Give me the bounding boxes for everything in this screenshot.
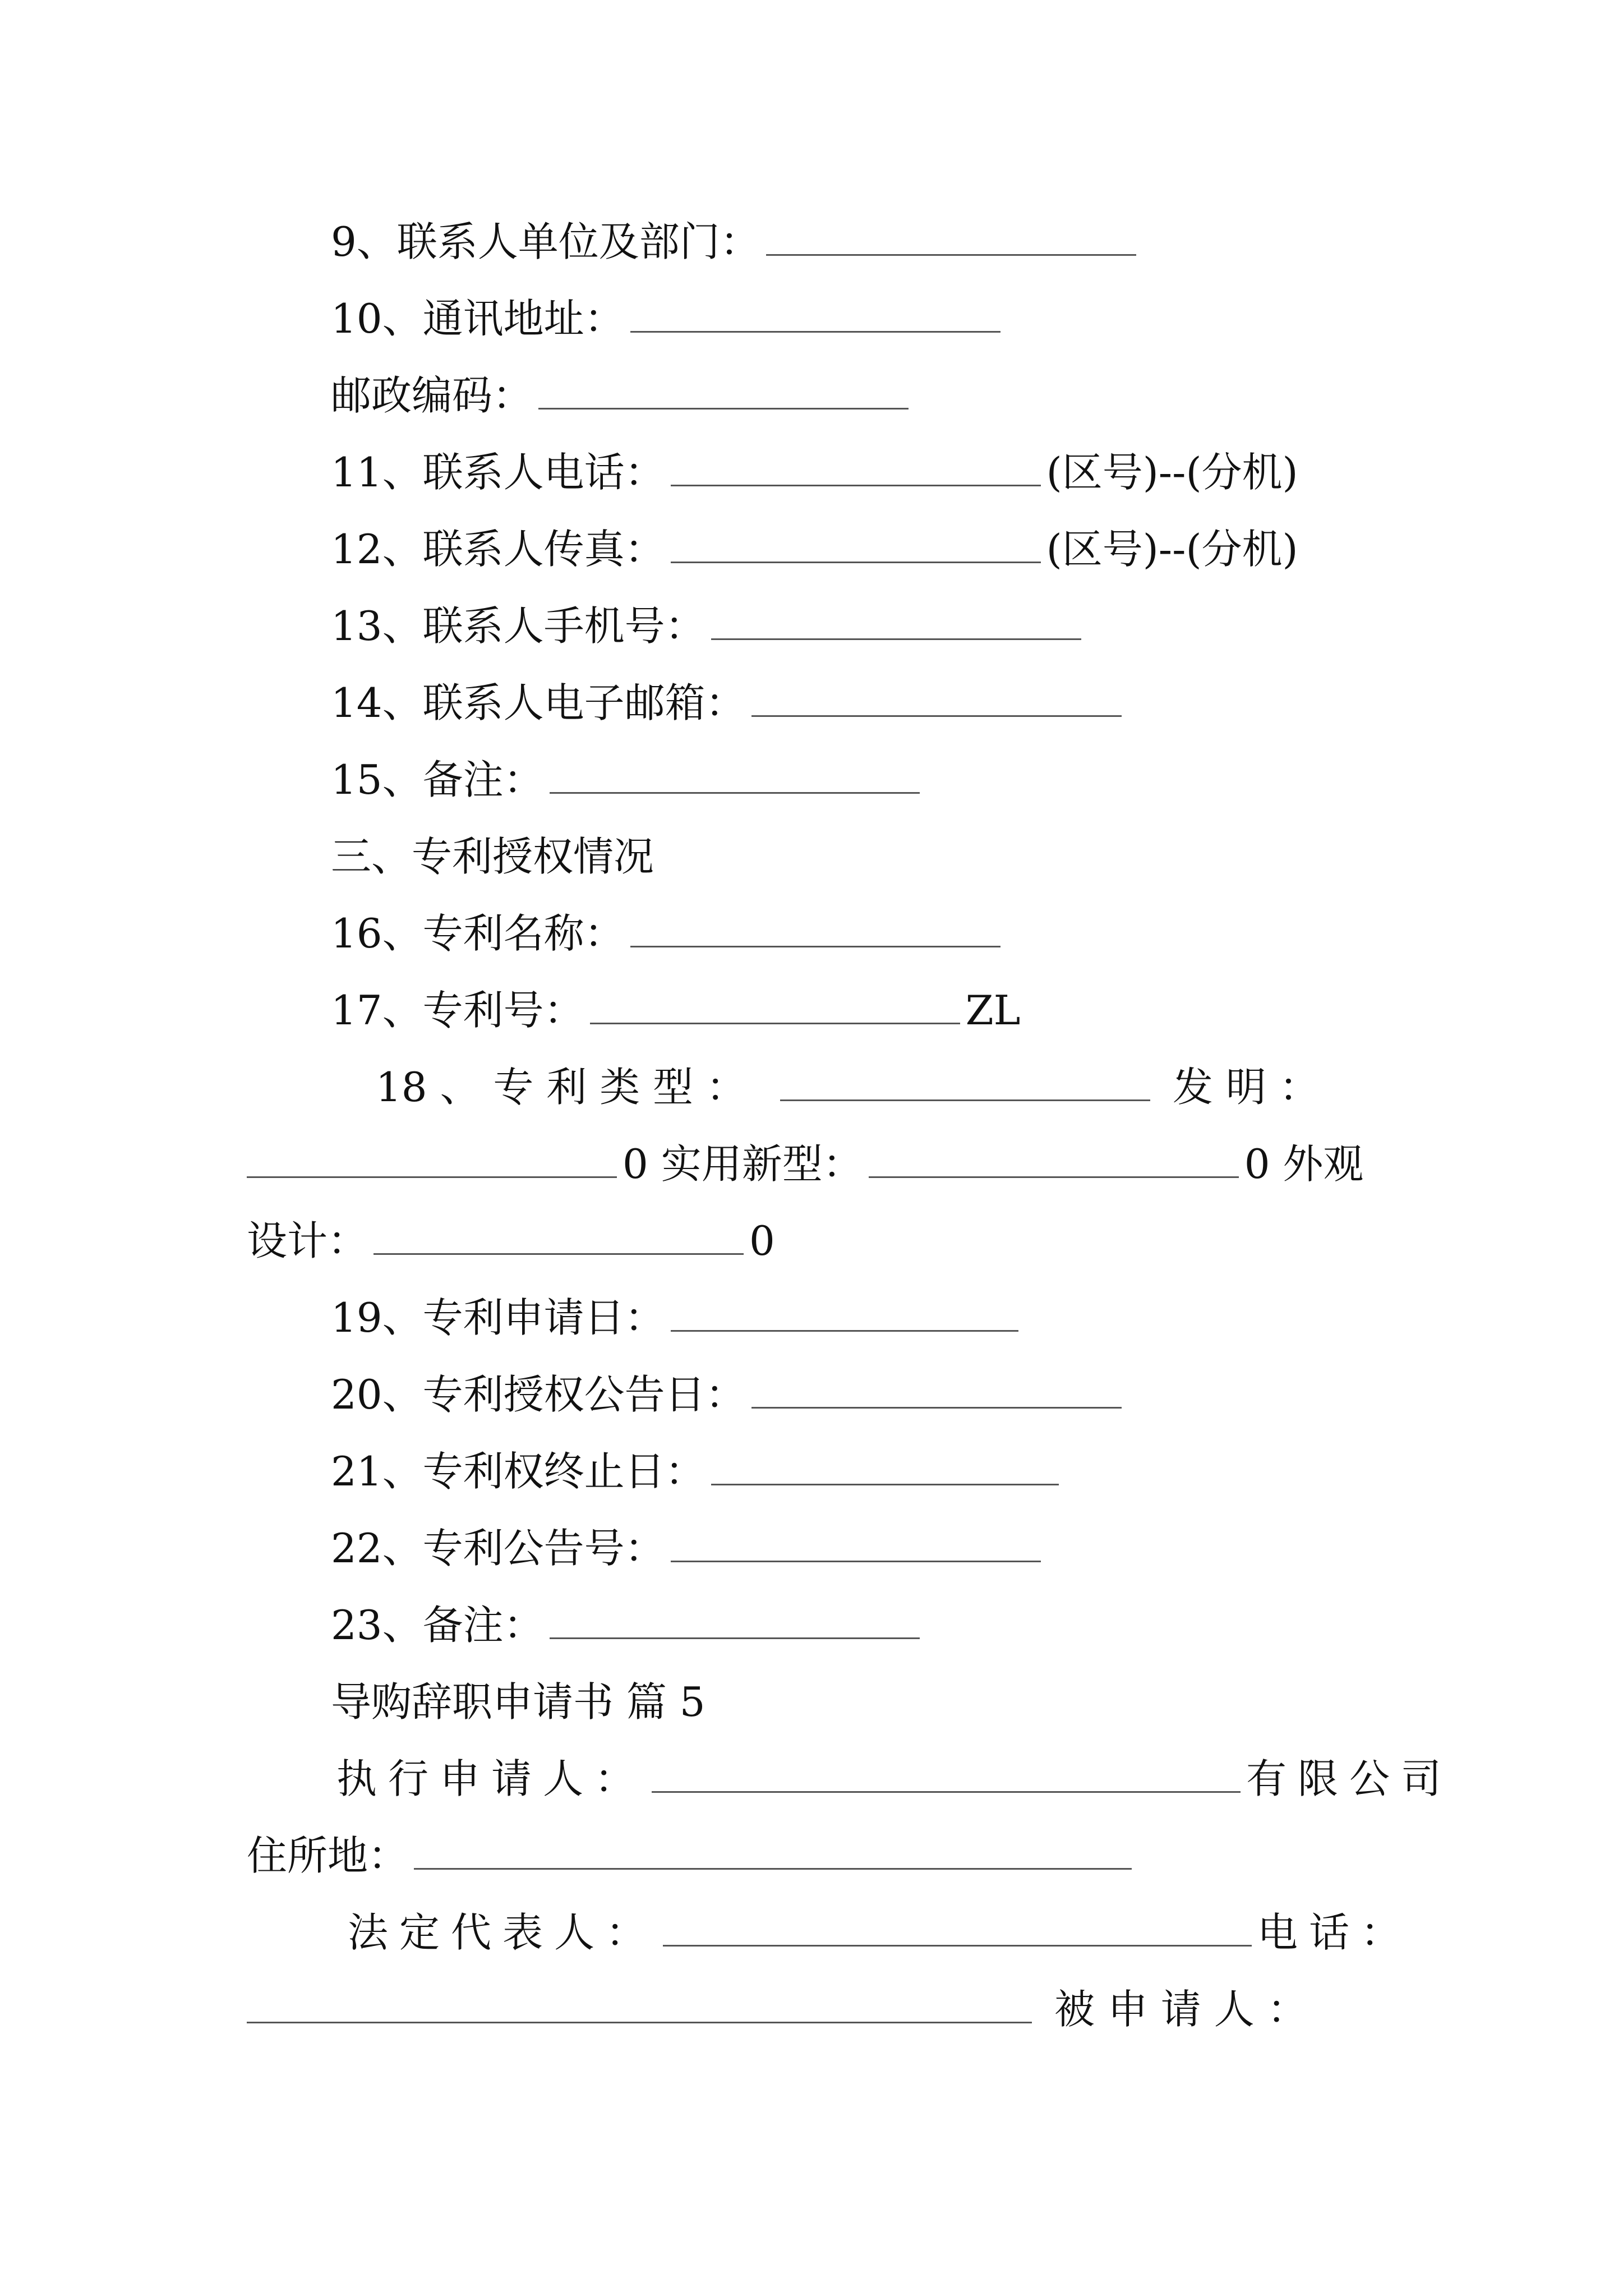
field-applicant xyxy=(336,1754,1453,1804)
field-announcement-number xyxy=(331,1523,1046,1573)
fill-blank[interactable] xyxy=(550,1634,920,1639)
field-patent-name xyxy=(331,908,1006,959)
field-contact-email xyxy=(331,678,1127,728)
field-label: 16、专利名称： xyxy=(331,910,625,957)
field-patent-type-cont xyxy=(247,1139,1363,1189)
field-contact-unit xyxy=(331,217,1142,267)
field-label: 法定代表人： xyxy=(348,1909,658,1956)
fill-blank[interactable] xyxy=(780,1096,1150,1101)
field-grant-announce-date xyxy=(331,1369,1127,1420)
field-legal-rep xyxy=(348,1907,1412,1958)
area-ext-note: (区号)--(分机) xyxy=(1046,526,1298,573)
article-title: 导购辞职申请书 篇 5 xyxy=(331,1678,706,1726)
utility-model-label: 0 实用新型： xyxy=(623,1140,863,1188)
fill-blank[interactable] xyxy=(630,942,1000,947)
fill-blank[interactable] xyxy=(652,1788,1241,1793)
field-label: 9、联系人单位及部门： xyxy=(331,218,760,265)
fill-blank[interactable] xyxy=(711,1480,1059,1485)
fill-blank[interactable] xyxy=(550,789,920,794)
fill-blank[interactable] xyxy=(630,328,1000,333)
field-label: 住所地： xyxy=(247,1832,409,1879)
field-residence xyxy=(247,1830,1137,1881)
design-label-start: 0 外观 xyxy=(1244,1140,1364,1188)
field-patent-number xyxy=(331,985,1020,1036)
fill-blank[interactable] xyxy=(663,1941,1252,1947)
field-label: 14、联系人电子邮箱： xyxy=(331,679,746,726)
invention-label: 发 明 ： xyxy=(1172,1064,1320,1111)
field-label: 10、通讯地址： xyxy=(331,295,625,342)
fill-blank[interactable] xyxy=(711,635,1081,640)
field-label: 23、备注： xyxy=(331,1602,544,1649)
field-contact-phone xyxy=(331,447,1298,498)
fill-blank[interactable] xyxy=(590,1019,960,1024)
field-application-date xyxy=(331,1292,1024,1343)
field-label: 17、专利号： xyxy=(331,987,584,1034)
field-remarks-1 xyxy=(331,754,925,805)
phone-label: 电话： xyxy=(1257,1909,1413,1956)
fill-blank[interactable] xyxy=(538,404,909,409)
fill-blank[interactable] xyxy=(414,1865,1132,1870)
company-suffix: 有限公司 xyxy=(1246,1755,1453,1802)
fill-blank[interactable] xyxy=(374,1250,744,1255)
field-termination-date xyxy=(331,1446,1064,1497)
field-label: 21、专利权终止日： xyxy=(331,1448,706,1495)
field-label: 20、专利授权公告日： xyxy=(331,1371,746,1418)
fill-blank[interactable] xyxy=(247,1173,617,1178)
article-heading xyxy=(331,1677,706,1727)
field-remarks-2 xyxy=(331,1600,925,1650)
fill-blank[interactable] xyxy=(671,481,1041,486)
fill-blank[interactable] xyxy=(247,2018,1032,2023)
area-ext-note: (区号)--(分机) xyxy=(1046,449,1298,496)
fill-blank[interactable] xyxy=(671,1327,1018,1332)
field-mail-address xyxy=(331,293,1006,344)
field-contact-mobile xyxy=(331,601,1087,651)
field-label: 18 、 专 利 类 型 ： xyxy=(376,1064,746,1111)
field-label: 11、联系人电话： xyxy=(331,449,665,496)
field-label: 邮政编码： xyxy=(331,372,533,419)
field-label: 设计： xyxy=(247,1217,368,1264)
fill-blank[interactable] xyxy=(766,251,1136,256)
field-label: 22、专利公告号： xyxy=(331,1525,665,1572)
field-patent-type xyxy=(376,1062,1320,1112)
field-label: 19、专利申请日： xyxy=(331,1294,665,1341)
field-contact-fax xyxy=(331,524,1298,574)
respondent-label: 被 申 请 人 ： xyxy=(1054,1986,1308,2033)
fill-blank[interactable] xyxy=(751,1404,1122,1409)
patent-prefix: ZL xyxy=(965,987,1021,1034)
field-label: 12、联系人传真： xyxy=(331,526,665,573)
section-title: 三、专利授权情况 xyxy=(331,833,654,880)
field-respondent xyxy=(247,1984,1308,2035)
fill-blank[interactable] xyxy=(671,558,1041,563)
design-count: 0 xyxy=(749,1217,775,1264)
fill-blank[interactable] xyxy=(751,712,1122,717)
field-postal-code xyxy=(331,370,914,421)
field-label: 13、联系人手机号： xyxy=(331,602,706,650)
field-label: 执行申请人： xyxy=(336,1755,647,1802)
field-label: 15、备注： xyxy=(331,756,544,803)
field-design xyxy=(247,1216,775,1266)
fill-blank[interactable] xyxy=(869,1173,1239,1178)
fill-blank[interactable] xyxy=(671,1557,1041,1562)
section-heading-patent-grant xyxy=(331,831,654,882)
